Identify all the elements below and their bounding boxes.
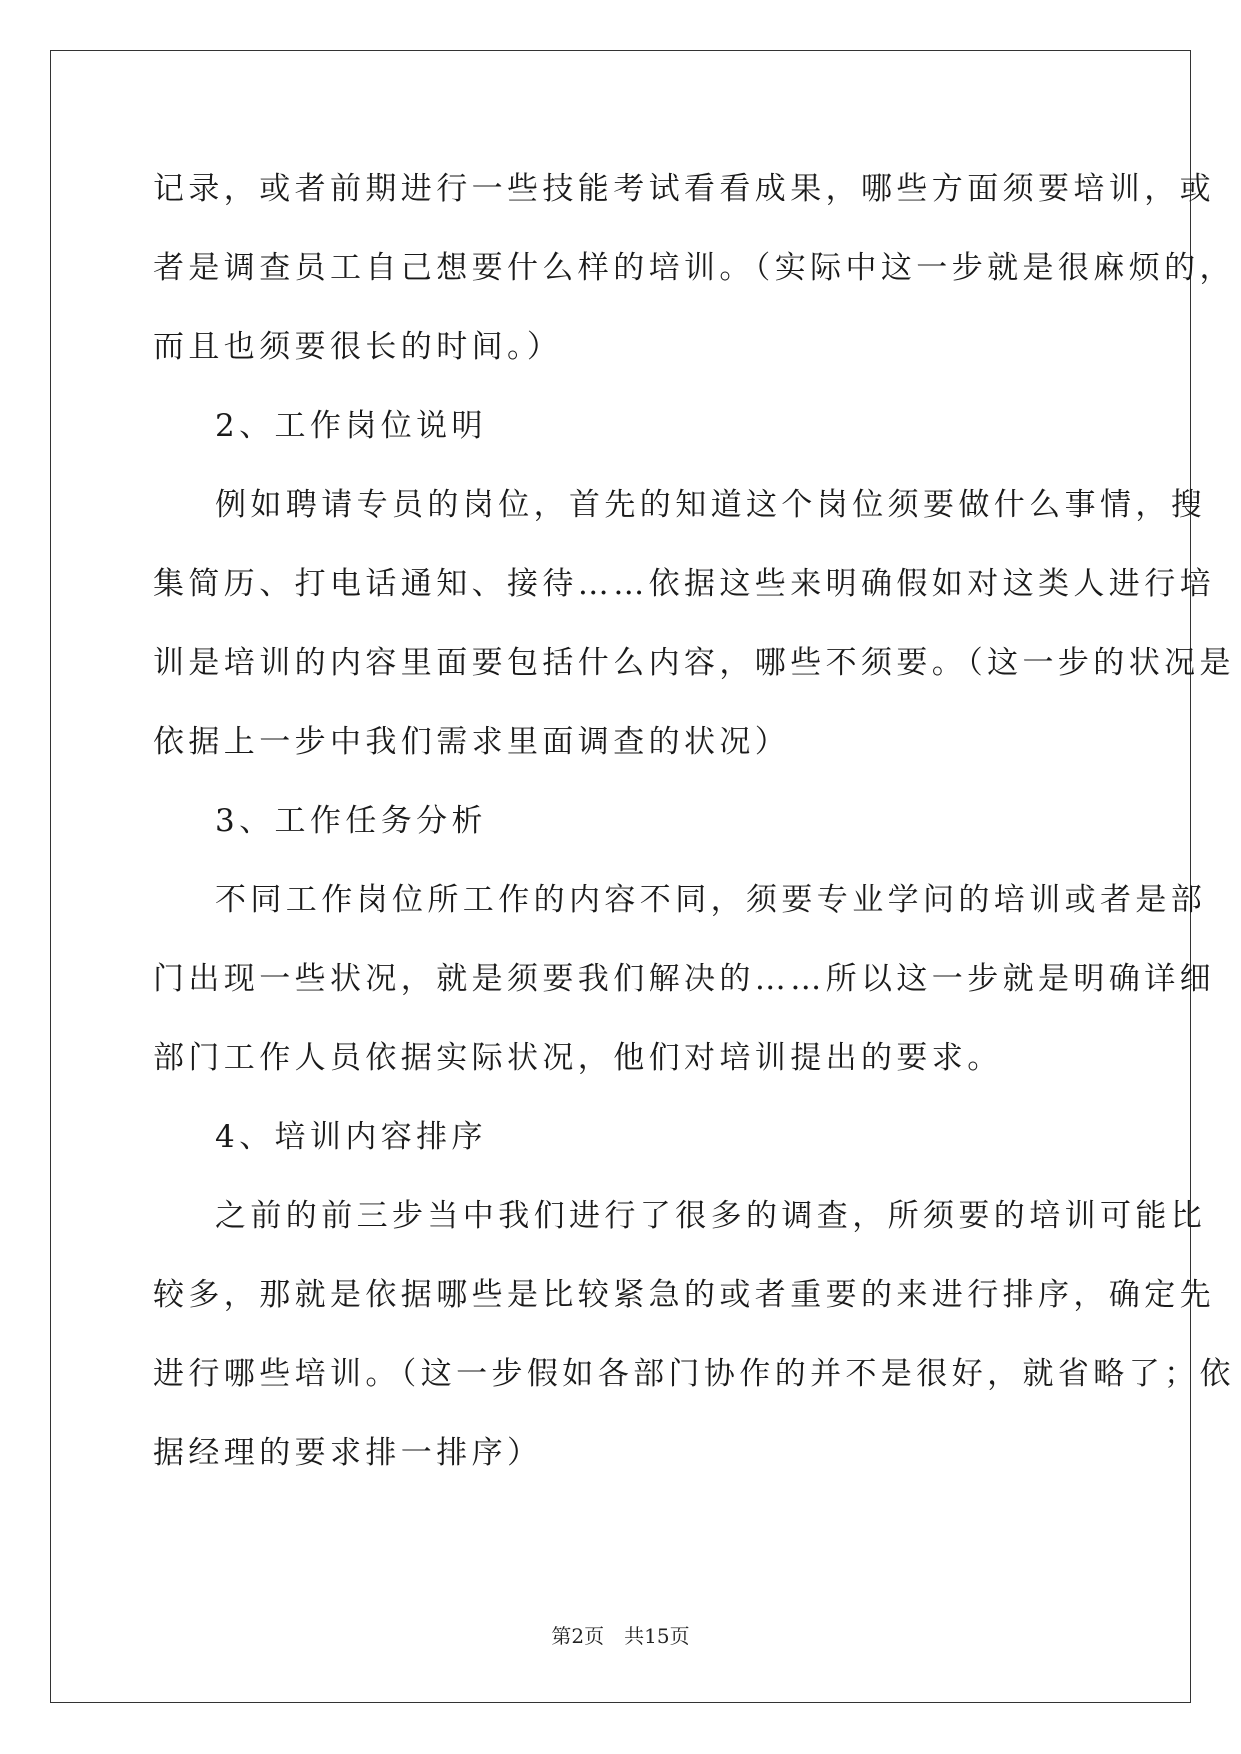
text-line: 集简历、打电话通知、接待……依据这些来明确假如对这类人进行培 xyxy=(153,566,1215,602)
text-line: 较多，那就是依据哪些是比较紧急的或者重要的来进行排序，确定先 xyxy=(153,1277,1215,1313)
text-line: 4、培训内容排序 xyxy=(215,1119,487,1155)
page-footer xyxy=(0,1620,1241,1649)
text-line: 例如聘请专员的岗位，首先的知道这个岗位须要做什么事情，搜 xyxy=(215,487,1207,523)
text-line: 记录，或者前期进行一些技能考试看看成果，哪些方面须要培训，或 xyxy=(153,171,1215,207)
text-line: 而且也须要很长的时间。） xyxy=(153,329,563,365)
text-line: 3、工作任务分析 xyxy=(215,803,487,839)
page-number: 第2页 xyxy=(551,1624,605,1648)
page-total: 共15页 xyxy=(624,1624,690,1648)
text-line: 依据上一步中我们需求里面调查的状况） xyxy=(153,724,791,760)
text-line: 门出现一些状况，就是须要我们解决的……所以这一步就是明确详细 xyxy=(153,961,1215,997)
text-line: 者是调查员工自己想要什么样的培训。（实际中这一步就是很麻烦的， xyxy=(153,250,1235,286)
text-line: 训是培训的内容里面要包括什么内容，哪些不须要。（这一步的状况是 xyxy=(153,645,1235,681)
text-line: 之前的前三步当中我们进行了很多的调查，所须要的培训可能比 xyxy=(215,1198,1207,1234)
text-line: 进行哪些培训。（这一步假如各部门协作的并不是很好，就省略了；依 xyxy=(153,1356,1235,1392)
text-line: 部门工作人员依据实际状况，他们对培训提出的要求。 xyxy=(153,1040,1003,1076)
text-line: 2、工作岗位说明 xyxy=(215,408,487,444)
text-line: 据经理的要求排一排序） xyxy=(153,1435,543,1471)
document-body xyxy=(153,150,1235,1493)
text-line: 不同工作岗位所工作的内容不同，须要专业学问的培训或者是部 xyxy=(215,882,1207,918)
